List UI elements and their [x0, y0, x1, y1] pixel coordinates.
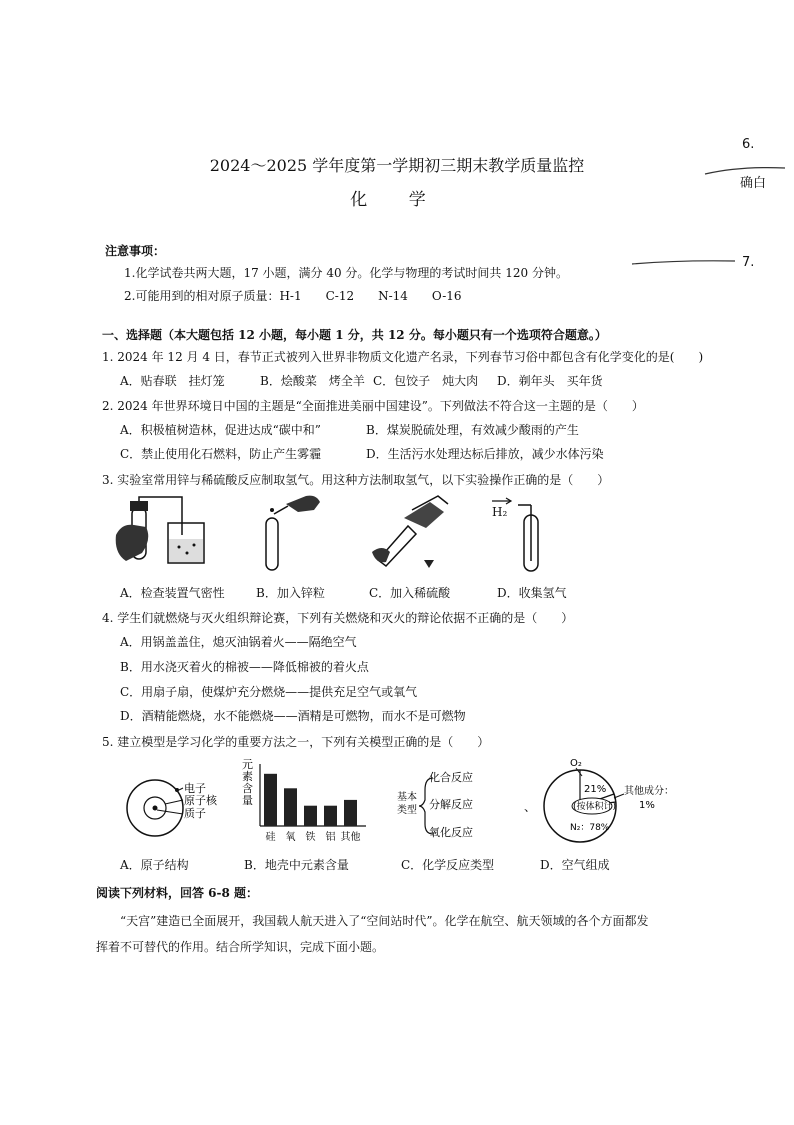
q3-option-b: B．加入锌粒 — [256, 586, 325, 600]
q4-option-b: B．用水浇灭着火的棉被——降低棉被的着火点 — [120, 660, 369, 674]
collect-hydrogen-illustration — [488, 495, 558, 575]
q2-option-a: A．积极植树造林，促进达成“碳中和” — [120, 423, 321, 437]
q2-option-c: C．禁止使用化石燃料，防止产生雾霾 — [120, 447, 322, 461]
tick-label-2: 氧 — [285, 832, 296, 843]
chart-ylabel-4: 量 — [242, 794, 253, 807]
margin-stroke — [700, 160, 790, 180]
q4-stem: 4. 学生们就燃烧与灭火组织辩论赛，下列有关燃烧和灭火的辩论依据不正确的是（ ） — [102, 611, 574, 625]
chart-ylabel-1: 元 — [242, 758, 253, 771]
q5-stem: 5. 建立模型是学习化学的重要方法之一，下列有关模型正确的是（ ） — [102, 735, 490, 749]
bar-5 — [344, 800, 357, 826]
q5-option-b: B．地壳中元素含量 — [244, 858, 349, 872]
chart-ylabel-2: 素 — [242, 770, 253, 783]
atom-model-diagram — [115, 768, 225, 848]
bar-2 — [284, 788, 297, 826]
notice-item-1: 1.化学试卷共两大题，17 小题，满分 40 分。化学与物理的考试时间共 120 分钟。 — [124, 266, 568, 280]
types-item-2: 分解反应 — [429, 798, 473, 811]
q1-stem: 1. 2024 年 12 月 4 日，春节正式被列入世界非物质文化遗产名录，下列春节习俗中都包含有化学变化的是( ) — [102, 350, 704, 364]
notice-heading: 注意事项： — [105, 244, 166, 258]
subject-title: 化 学 — [350, 190, 444, 210]
q4-option-c: C．用扇子扇，使煤炉充分燃烧——提供充足空气或氧气 — [120, 685, 418, 699]
q4-option-d: D．酒精能燃烧，水不能燃烧——酒精是可燃物，而水不是可燃物 — [120, 709, 466, 723]
h2-label: H₂ — [492, 505, 508, 519]
add-zinc-illustration — [258, 490, 328, 572]
q5-separator: 、 — [524, 800, 537, 814]
q4-option-a: A．用锅盖盖住，熄灭油锅着火——隔绝空气 — [120, 635, 357, 649]
tick-label-1: 硅 — [265, 832, 276, 843]
reading-paragraph-1: “天宫”建造已全面展开，我国载人航天进入了“空间站时代”。化学在航空、航天领域的各个方面都发 — [120, 914, 649, 928]
tick-label-5: 其他 — [340, 832, 361, 843]
pie-label-1pct: 1% — [639, 800, 655, 811]
chart-ylabel-3: 含 — [242, 782, 253, 795]
add-acid-illustration — [368, 490, 458, 572]
reading-paragraph-2: 挥着不可替代的作用。结合所学知识，完成下面小题。 — [96, 940, 385, 954]
types-root-1: 基本 — [397, 792, 417, 803]
exam-title: 2024～2025 学年度第一学期初三期末教学质量监控 — [209, 156, 585, 175]
airtight-check-illustration — [112, 495, 212, 573]
q3-option-a: A．检查装置气密性 — [120, 586, 225, 600]
types-item-3: 氧化反应 — [429, 826, 473, 839]
pie-label-o2: O₂ — [570, 758, 582, 769]
atom-label-electron: 电子 — [184, 782, 206, 795]
q1-option-c: C．包饺子 炖大肉 — [373, 374, 479, 388]
q1-option-a: A．贴春联 挂灯笼 — [120, 374, 225, 388]
q1-option-d: D．剃年头 买年货 — [497, 374, 603, 388]
types-item-1: 化合反应 — [429, 771, 473, 784]
q5-option-c: C．化学反应类型 — [401, 858, 495, 872]
q2-option-b: B．煤炭脱硫处理，有效减少酸雨的产生 — [366, 423, 579, 437]
q3-option-d: D．收集氢气 — [497, 586, 567, 600]
q5-option-d: D．空气组成 — [540, 858, 610, 872]
pie-label-n2: N₂：78% — [570, 823, 610, 833]
bar-3 — [304, 806, 317, 826]
tick-label-3: 铁 — [305, 832, 316, 843]
bar-4 — [324, 806, 337, 826]
crust-element-chart — [232, 756, 372, 844]
notice-item-2: 2.可能用到的相对原子质量：H-1 C-12 N-14 O-16 — [124, 289, 462, 303]
margin-q6: 6. — [742, 137, 755, 152]
tick-label-4: 铝 — [325, 832, 336, 843]
pie-label-other: 其他成分： — [624, 786, 674, 797]
q3-option-c: C．加入稀硫酸 — [369, 586, 451, 600]
q1-option-b: B．烩酸菜 烤全羊 — [260, 374, 365, 388]
reading-heading: 阅读下列材料，回答 6-8 题： — [96, 886, 259, 900]
air-composition-pie — [540, 758, 680, 848]
margin-stroke-2 — [630, 255, 740, 269]
q2-option-d: D．生活污水处理达标后排放，减少水体污染 — [366, 447, 604, 461]
reaction-types-diagram — [395, 766, 515, 842]
section-heading: 一、选择题（本大题包括 12 小题，每小题 1 分，共 12 分。每小题只有一个选项符合题意。） — [102, 328, 607, 342]
q5-option-a: A．原子结构 — [120, 858, 189, 872]
q3-stem: 3. 实验室常用锌与稀硫酸反应制取氢气。用这种方法制取氢气，以下实验操作正确的是（ ） — [102, 473, 610, 487]
atom-label-proton: 质子 — [184, 807, 206, 820]
margin-q7: 7. — [742, 255, 755, 270]
types-root-2: 类型 — [397, 805, 417, 816]
bar-1 — [264, 774, 277, 826]
q2-stem: 2. 2024 年世界环境日中国的主题是“全面推进美丽中国建设”。下列做法不符合这一主题的是（ ） — [102, 399, 644, 413]
margin-q6-tail: 确白 — [740, 176, 767, 191]
atom-label-nucleus: 原子核 — [184, 794, 217, 807]
pie-label-21pct: 21% — [584, 784, 607, 795]
pie-label-by-volume: (按体积计) — [573, 802, 617, 812]
